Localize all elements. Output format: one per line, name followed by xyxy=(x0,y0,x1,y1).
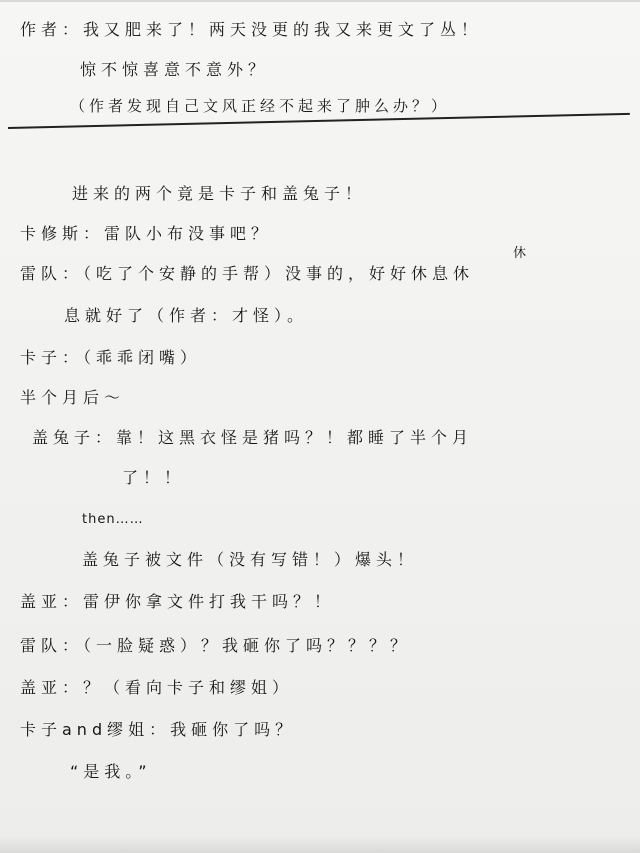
body-line-14: 卡子and缪姐：我砸你了吗？ xyxy=(20,720,297,739)
body-line-13: 盖亚：？（看向卡子和缪姐） xyxy=(20,678,294,697)
body-line-6: 半个月后～ xyxy=(20,388,126,407)
body-line-4: 息就好了（作者：才怪）。 xyxy=(64,306,309,325)
body-line-8: 了！！ xyxy=(122,468,186,487)
page-top-edge xyxy=(0,0,640,2)
header-line-3: （作者发现自己文风正经不起来了肿么办？） xyxy=(70,97,451,115)
body-line-3: 雷队：（吃了个安静的手帮）没事的，好好休息休 xyxy=(20,264,475,283)
insertion-note: 休 xyxy=(513,246,527,261)
body-line-15: “是我。” xyxy=(70,762,152,781)
body-line-9: then…… xyxy=(82,512,144,527)
body-line-2: 卡修斯：雷队小布没事吧？ xyxy=(20,224,273,243)
body-line-1: 进来的两个竟是卡子和盖兔子！ xyxy=(72,184,367,203)
body-line-11: 盖亚：雷伊你拿文件打我干吗？！ xyxy=(20,592,336,611)
header-line-2: 惊不惊喜意不意外？ xyxy=(80,60,270,79)
body-line-10: 盖兔子被文件（没有写错！）爆头！ xyxy=(82,550,419,569)
body-line-12: 雷队：（一脸疑惑）？我砸你了吗？？？？ xyxy=(20,636,412,655)
page-bottom-shadow xyxy=(0,835,640,853)
header-line-1: 作者：我又肥来了！两天没更的我又来更文了丛！ xyxy=(20,20,483,39)
body-line-5: 卡子：（乖乖闭嘴） xyxy=(20,348,202,367)
body-line-7: 盖兔子：靠！这黑衣怪是猪吗？！都睡了半个月 xyxy=(32,428,474,447)
